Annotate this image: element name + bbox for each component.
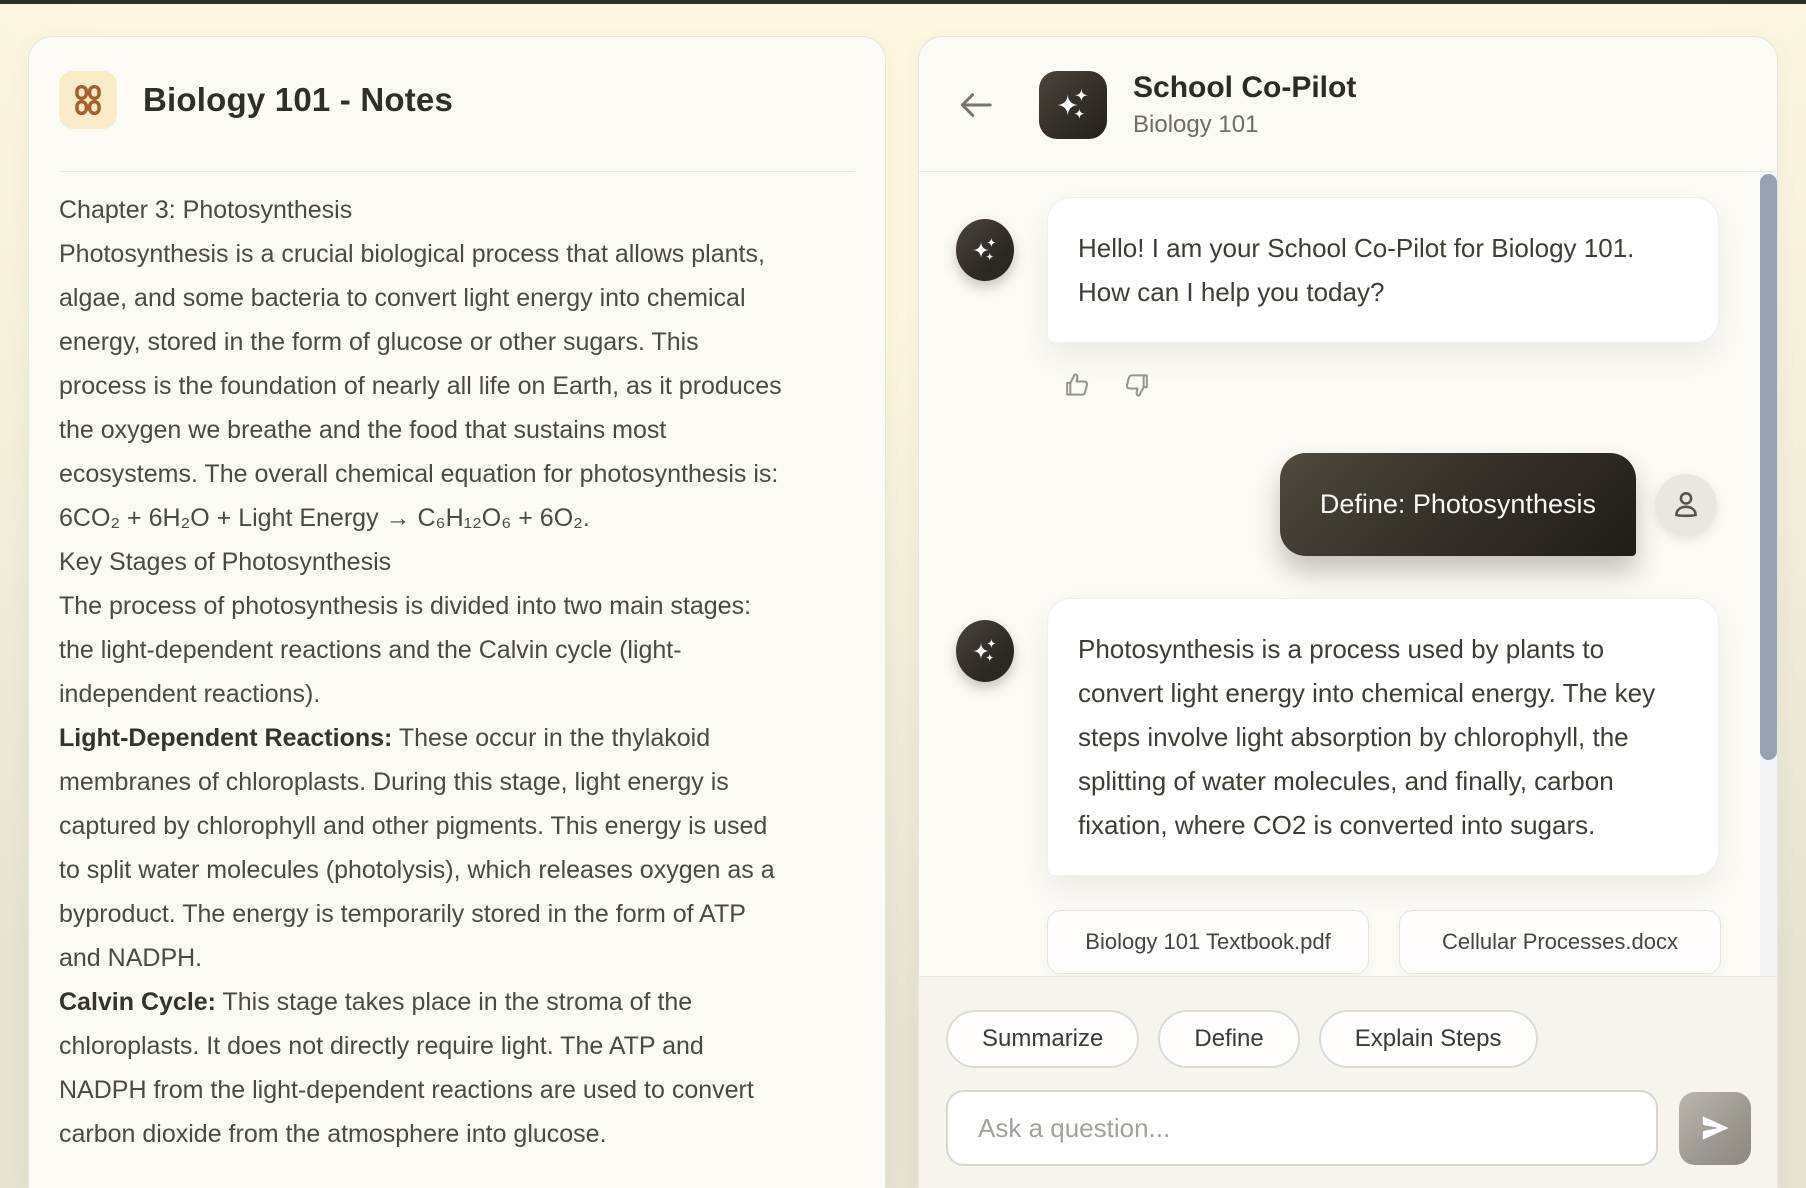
notes-title: Biology 101 - Notes [143, 81, 454, 118]
assistant-message-bubble: Photosynthesis is a process used by plants to convert light energy into chemical energy. The key steps involve light absorption by chlorophyll, the splitting of water molecules, and finally, carbon fixation, where CO2 is converted into sugars. [1047, 598, 1719, 876]
attachments-row [1047, 910, 1719, 974]
notes-panel [28, 36, 886, 1188]
window-top-strip [0, 0, 1806, 4]
notes-paragraph: Chapter 3: Photosynthesis [59, 196, 353, 224]
thumbs-up-button[interactable] [1061, 369, 1093, 401]
feedback-row [1061, 369, 1719, 401]
chat-panel [918, 36, 1778, 1188]
notes-paragraph: Key Stages of Photosynthesis [59, 548, 392, 576]
attachment-chip[interactable]: Cellular Processes.docx [1399, 910, 1721, 974]
back-button[interactable] [953, 82, 999, 128]
notes-header [29, 37, 885, 129]
chat-scrollbar-thumb[interactable] [1760, 174, 1777, 760]
send-icon [1698, 1111, 1732, 1145]
assistant-sparkles-avatar [956, 620, 1014, 682]
chat-subtitle: Biology 101 [1133, 110, 1259, 138]
notes-body [29, 172, 819, 1156]
question-input[interactable] [946, 1090, 1658, 1166]
notes-paragraph: Light-Dependent Reactions: These occur in the thylakoid membranes of chloroplasts. During this stage, light energy is captured by chlorophyll and other pigments. This energy is used to split water molecules (photolysis), which releases oxygen as a byproduct. The energy is temporarily stored in the form of ATP and NADPH. [59, 724, 775, 972]
back-arrow-icon [956, 85, 996, 125]
suggestion-define-button[interactable]: Define [1158, 1010, 1299, 1068]
thumbs-up-icon [1061, 369, 1093, 401]
copilot-sparkles-icon [1039, 71, 1107, 139]
notes-paragraph: Photosynthesis is a crucial biological process that allows plants, algae, and some bacteria to convert light energy into chemical energy, stored in the form of glucose or other sugars. This process is the foundation of nearly all life on Earth, as it produces the oxygen we breathe and the food that sustains most ecosystems. The overall chemical equation for photosynthesis is: 6CO₂ + 6H₂O + Light Energy → C₆H₁₂O₆ + 6O₂. [59, 240, 782, 532]
composer [919, 976, 1777, 1188]
suggestion-summarize-button[interactable]: Summarize [946, 1010, 1139, 1068]
assistant-sparkles-avatar [956, 219, 1014, 281]
chat-header [919, 37, 1777, 172]
assistant-message [956, 197, 1719, 343]
notes-paragraph: The process of photosynthesis is divided into two main stages: the light-dependent reactions and the Calvin cycle (light-independent reactions). [59, 592, 752, 708]
chat-scrollbar-track[interactable] [1760, 174, 1777, 976]
assistant-message-bubble: Hello! I am your School Co-Pilot for Biology 101. How can I help you today? [1047, 197, 1719, 343]
person-icon [1668, 487, 1704, 523]
send-button[interactable] [1679, 1092, 1751, 1165]
grid-icon [59, 71, 117, 129]
user-message-bubble: Define: Photosynthesis [1280, 453, 1636, 556]
assistant-message [956, 598, 1719, 876]
chat-title: School Co-Pilot [1133, 70, 1357, 104]
thumbs-down-icon [1121, 369, 1153, 401]
notes-paragraph: Calvin Cycle: This stage takes place in the stroma of the chloroplasts. It does not directly require light. The ATP and NADPH from the light-dependent reactions are used to convert carbon dioxide from the atmosphere into glucose. [59, 988, 754, 1148]
thumbs-down-button[interactable] [1121, 369, 1153, 401]
suggestion-pills [946, 1010, 1751, 1068]
suggestion-explain-steps-button[interactable]: Explain Steps [1319, 1010, 1538, 1068]
chat-header-divider [919, 171, 1777, 172]
user-person-avatar [1655, 474, 1717, 536]
attachment-chip[interactable]: Biology 101 Textbook.pdf [1047, 910, 1369, 974]
user-message [956, 453, 1719, 556]
